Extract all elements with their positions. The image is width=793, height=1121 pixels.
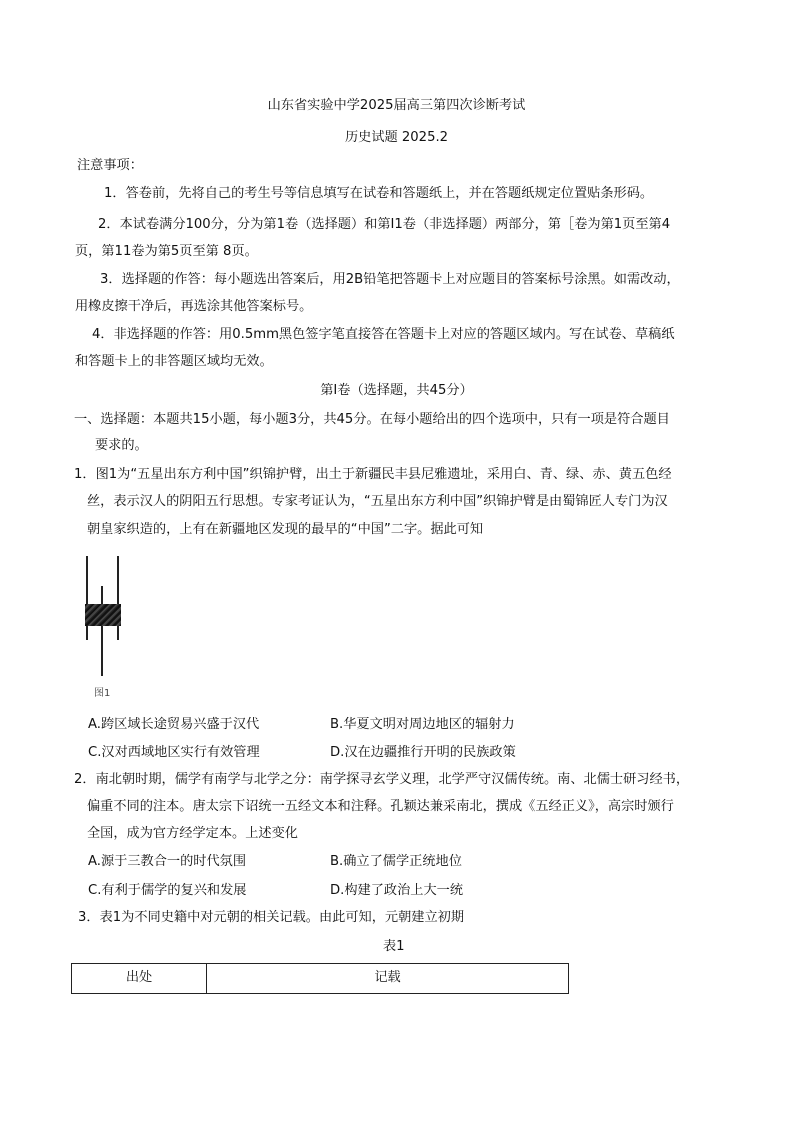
- figure-1-armguard: [84, 556, 124, 676]
- exam-subtitle: 历史试题 2025.2: [344, 130, 449, 145]
- figure-1-label: 图1: [94, 688, 111, 699]
- option-b: B.确立了儒学正统地位: [330, 854, 462, 869]
- option-a: A.跨区域长途贸易兴盛于汉代: [88, 717, 260, 732]
- section-title: 第Ⅰ卷（选择题，共45分）: [320, 383, 473, 398]
- question-2-text: 偏重不同的注本。唐太宗下诏统一五经文本和注释。孔颖达兼采南北，撰成《五经正义》，高宗时颁行: [87, 799, 674, 814]
- question-1-text: 朝皇家织造的，上有在新疆地区发现的最早的“中国”二字。据此可知: [87, 522, 484, 537]
- notice-item: 页，第11卷为第5页至第 8页。: [75, 244, 258, 259]
- question-3-text: 3．表1为不同史籍中对元朝的相关记载。由此可知，元朝建立初期: [78, 910, 465, 925]
- records-table: [71, 963, 569, 994]
- option-a: A.源于三教合一的时代氛围: [88, 854, 247, 869]
- question-2-text: 全国，成为官方经学定本。上述变化: [87, 826, 298, 841]
- notice-item: 和答题卡上的非答题区域均无效。: [75, 354, 273, 369]
- section-instructions-cont: 要求的。: [95, 438, 148, 453]
- notice-item: 用橡皮擦干净后，再选涂其他答案标号。: [75, 299, 313, 314]
- option-c: C.有利于儒学的复兴和发展: [88, 883, 247, 898]
- option-c: C.汉对西域地区实行有效管理: [88, 745, 260, 760]
- section-instructions: 一、选择题：本题共15小题，每小题3分，共45分。在每小题给出的四个选项中，只有一项是符合题目: [74, 412, 670, 427]
- option-d: D.构建了政治上大一统: [330, 883, 464, 898]
- notice-item: 1．答卷前，先将自己的考生号等信息填写在试卷和答题纸上，并在答题纸规定位置贴条形码。: [104, 186, 654, 201]
- exam-title: 山东省实验中学2025届高三第四次诊断考试: [267, 98, 526, 113]
- option-d: D.汉在边疆推行开明的民族政策: [330, 745, 516, 760]
- table-header-source: 出处: [72, 964, 207, 994]
- question-1-text: 1．图1为“五星出东方利中国”织锦护臂，出土于新疆民丰县尼雅遗址，采用白、青、绿、赤、黄五色经: [74, 467, 672, 482]
- option-b: B.华夏文明对周边地区的辐射力: [330, 717, 515, 732]
- table-caption: 表1: [383, 939, 405, 954]
- table-header-record: 记载: [207, 964, 569, 994]
- notice-item: 2．本试卷满分100分，分为第1卷（选择题）和第I1卷（非选择题）两部分，第［卷为第1页至第4: [98, 217, 671, 232]
- table-header-row: [72, 964, 569, 994]
- question-1-text: 丝，表示汉人的阴阳五行思想。专家考证认为，“五星出东方利中国”织锦护臂是由蜀锦匠人专门为汉: [87, 494, 668, 509]
- notice-item: 4．非选择题的作答：用0.5mm黑色签字笔直接答在答题卡上对应的答题区域内。写在试卷、草稿纸: [92, 327, 675, 342]
- question-2-text: 2．南北朝时期，儒学有南学与北学之分：南学探寻玄学义理，北学严守汉儒传统。南、北儒士研习经书，: [74, 772, 690, 787]
- notice-item: 3．选择题的作答：每小题选出答案后，用2B铅笔把答题卡上对应题目的答案标号涂黑。如需改动，: [100, 272, 680, 287]
- notice-heading: 注意事项：: [77, 158, 143, 173]
